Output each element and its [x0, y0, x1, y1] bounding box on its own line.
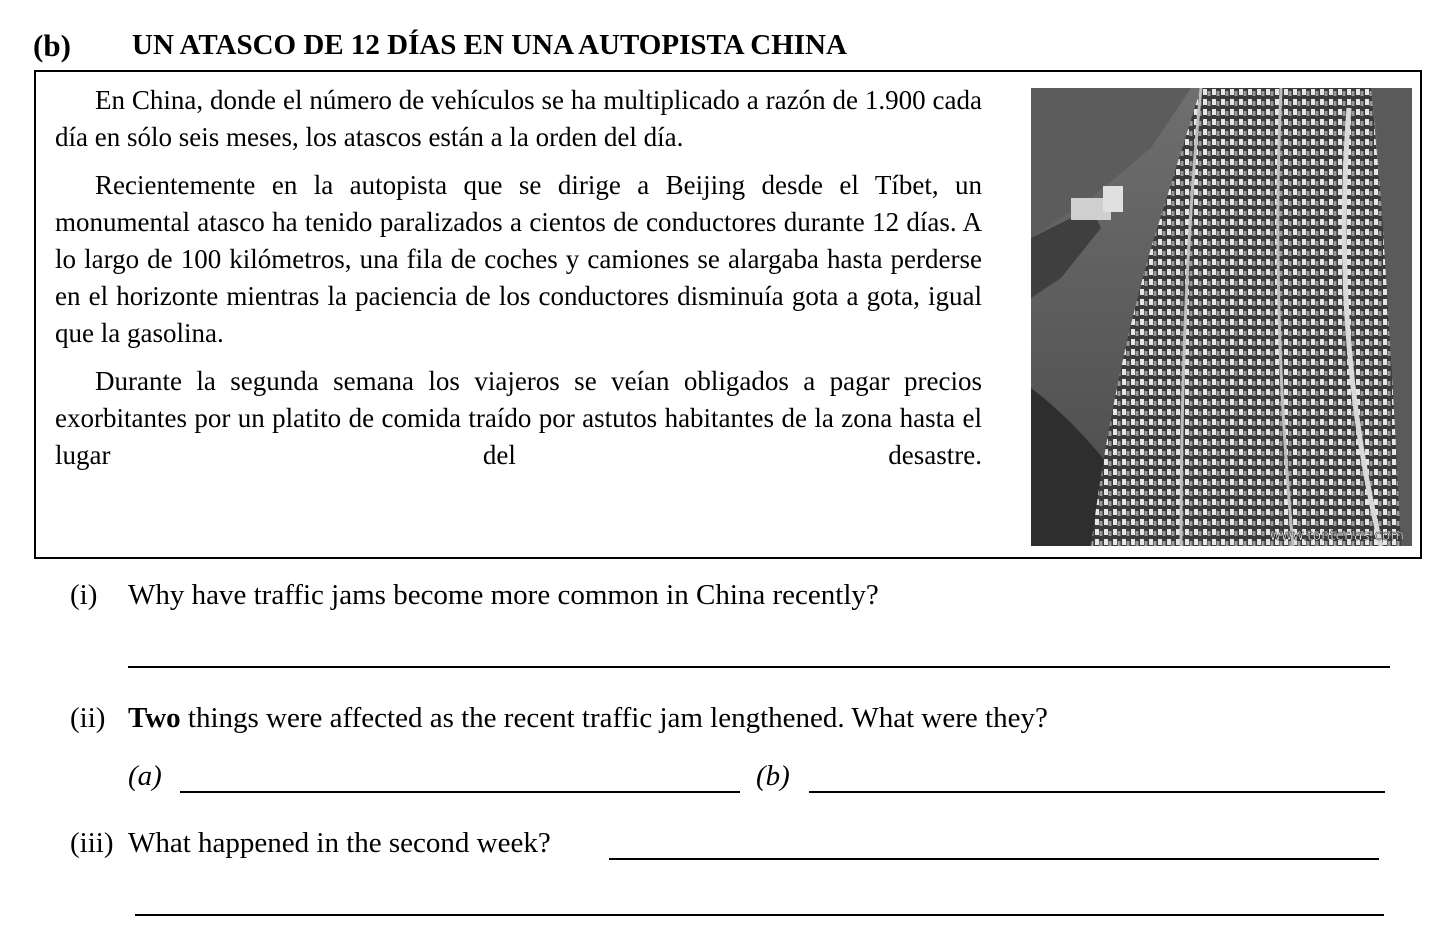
- article-text: [55, 82, 982, 485]
- question-3-number: (iii): [70, 827, 114, 859]
- question-2a-label: (a): [128, 760, 162, 792]
- article-title: UN ATASCO DE 12 DÍAS EN UNA AUTOPISTA CHINA: [132, 29, 847, 61]
- section-label: (b): [33, 28, 71, 63]
- answer-line-1[interactable]: [128, 666, 1390, 668]
- question-2b-label: (b): [756, 760, 790, 792]
- question-2-number: (ii): [70, 702, 106, 734]
- question-2-text: things were affected as the recent traffic jam lengthened. What were they?: [180, 702, 1048, 734]
- question-1-number: (i): [70, 579, 98, 611]
- answer-line-2b[interactable]: [809, 791, 1385, 793]
- photo-watermark: www.tonterias.com: [1269, 528, 1404, 544]
- article-paragraph-2: Recientemente en la autopista que se dirige a Beijing desde el Tíbet, un monumental atasco ha tenido paralizados a cientos de conductores durante 12 días. A lo largo de 100 kilómetros, una fila de coches y camiones se alargaba hasta perderse en el horizonte mientras la paciencia de los conductores disminuía gota a gota, igual que la gasolina.: [55, 170, 982, 348]
- question-3: [70, 827, 551, 860]
- traffic-jam-illustration: [1031, 88, 1412, 546]
- traffic-jam-photo: [1031, 88, 1412, 546]
- answer-line-3b[interactable]: [135, 914, 1384, 916]
- article-paragraph-3: Durante la segunda semana los viajeros se veían obligados a pagar precios exorbitantes por un platito de comida traído por astutos habitantes de la zona hasta el lugar del desastre.: [55, 366, 982, 470]
- question-1: [70, 579, 879, 612]
- question-3-text: What happened in the second week?: [128, 827, 551, 859]
- article-box: [34, 70, 1422, 559]
- answer-line-3a[interactable]: [609, 858, 1379, 860]
- question-2: [70, 702, 1048, 735]
- answer-line-2a[interactable]: [180, 791, 740, 793]
- article-paragraph-1: En China, donde el número de vehículos se ha multiplicado a razón de 1.900 cada día en sólo seis meses, los atascos están a la orden del día.: [55, 85, 982, 152]
- question-1-text: Why have traffic jams become more common in China recently?: [128, 579, 879, 611]
- question-2-bold: Two: [128, 702, 181, 734]
